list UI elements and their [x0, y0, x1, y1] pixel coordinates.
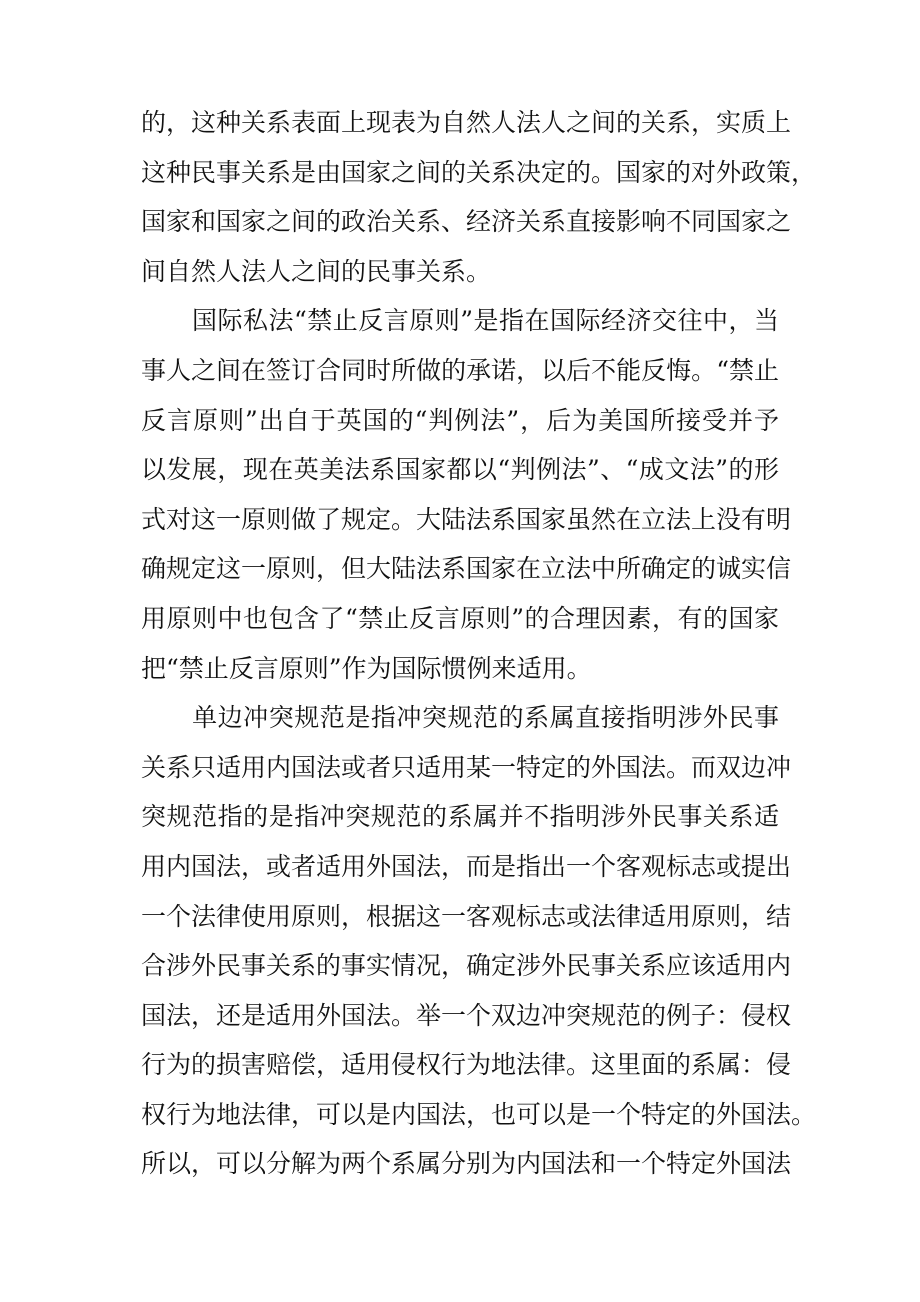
text-line: 合涉外民事关系的事实情况，确定涉外民事关系应该适用内 — [141, 951, 792, 981]
paragraph-2 — [141, 296, 792, 693]
text-line: 用原则中也包含了“禁止反言原则”的合理因素，有的国家 — [141, 603, 779, 633]
text-line: 突规范指的是指冲突规范的系属并不指明涉外民事关系适 — [141, 802, 779, 832]
text-line: 单边冲突规范是指冲突规范的系属直接指明涉外民事 — [141, 703, 779, 733]
text-line: 国家和国家之间的政治关系、经济关系直接影响不同国家之 — [141, 207, 792, 237]
text-line: 关系只适用内国法或者只适用某一特定的外国法。而双边冲 — [141, 752, 792, 782]
text-line: 国法，还是适用外国法。举一个双边冲突规范的例子：侵权 — [141, 1000, 792, 1030]
text-line: 式对这一原则做了规定。大陆法系国家虽然在立法上没有明 — [141, 504, 792, 534]
text-line: 国际私法“禁止反言原则”是指在国际经济交往中，当 — [141, 306, 779, 336]
text-line: 权行为地法律，可以是内国法，也可以是一个特定的外国法。 — [141, 1099, 817, 1129]
text-line: 以发展，现在英美法系国家都以“判例法”、“成文法”的形 — [141, 455, 779, 485]
text-line: 这种民事关系是由国家之间的关系决定的。国家的对外政策， — [141, 157, 817, 187]
text-line: 事人之间在签订合同时所做的承诺，以后不能反悔。“禁止 — [141, 355, 779, 385]
text-line: 行为的损害赔偿，适用侵权行为地法律。这里面的系属：侵 — [141, 1050, 792, 1080]
document-body — [141, 98, 817, 1189]
paragraph-3 — [141, 693, 817, 1189]
text-line: 所以，可以分解为两个系属分别为内国法和一个特定外国法 — [141, 1149, 792, 1179]
text-line: 间自然人法人之间的民事关系。 — [141, 256, 492, 286]
text-line: 用内国法，或者适用外国法，而是指出一个客观标志或提出 — [141, 851, 792, 881]
text-line: 把“禁止反言原则”作为国际惯例来适用。 — [141, 653, 592, 683]
text-line: 确规定这一原则，但大陆法系国家在立法中所确定的诚实信 — [141, 554, 792, 584]
paragraph-1 — [141, 98, 817, 296]
text-line: 一个法律使用原则，根据这一客观标志或法律适用原则，结 — [141, 901, 792, 931]
text-line: 反言原则”出自于英国的“判例法”，后为美国所接受并予 — [141, 405, 779, 435]
text-line: 的，这种关系表面上现表为自然人法人之间的关系，实质上 — [141, 108, 792, 137]
